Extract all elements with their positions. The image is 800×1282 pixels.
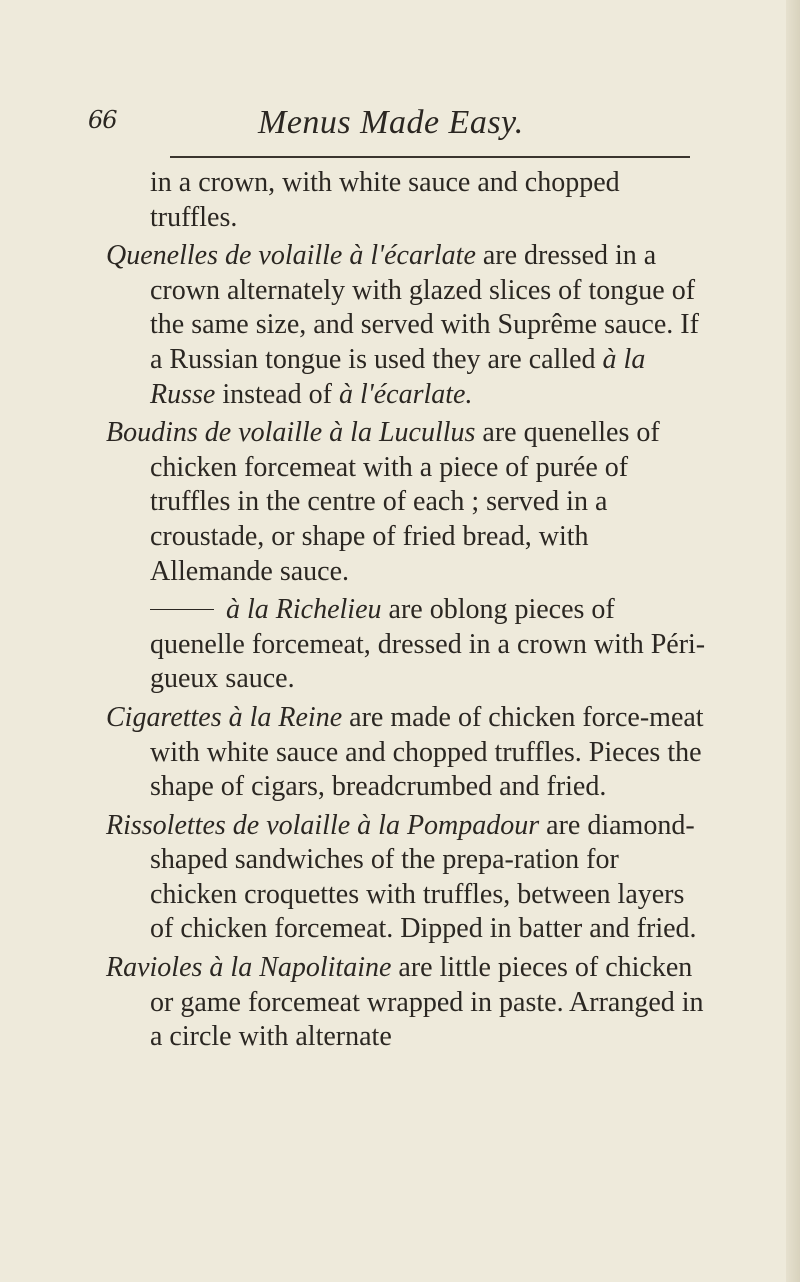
entry-cigarettes <box>106 701 712 805</box>
entry-ravioles <box>106 951 712 1055</box>
ditto-dash <box>150 609 214 610</box>
entry-text-instead: instead of <box>222 378 332 410</box>
entry-term: Cigarettes à la Reine <box>106 701 343 733</box>
entry-text: are dressed in a crown alternately with glazed slices of tongue of the same size, and served with Suprême sauce. If a Russian tongue is used they are called <box>150 240 699 375</box>
entry-text: are oblong pieces of quenelle forcemeat, dressed in a crown with Péri-gueux sauce. <box>150 594 706 695</box>
entry-text: are little pieces of chicken or game forcemeat wrapped in paste. Arranged in a circle with alternate <box>150 952 704 1053</box>
page-edge <box>786 0 800 1282</box>
entry-term-ecarlate: à l'écarlate. <box>338 378 473 410</box>
running-title: Menus Made Easy. <box>258 104 524 141</box>
entry-text: are diamond-shaped sandwiches of the prepa-ration for chicken croquettes with truffles, between layers of chicken forcemeat. Dipped in batter and fried. <box>150 809 697 945</box>
entry-continuation <box>106 166 712 235</box>
entry-boudins <box>106 416 712 589</box>
entry-text: are quenelles of chicken forcemeat with a piece of purée of truffles in the centre of each ; served in a croustade, or shape of fried bread, with Allemande sauce. <box>150 417 660 587</box>
page-header <box>88 106 688 156</box>
header-rule <box>170 156 690 158</box>
entry-term: Rissolettes de volaille à la Pompadour <box>106 809 540 841</box>
entry-term-russe: à la Russe <box>150 343 646 410</box>
entry-text: are made of chicken force-meat with white sauce and chopped truffles. Pieces the shape of cigars, breadcrumbed and fried. <box>150 701 704 803</box>
page-number: 66 <box>88 106 117 134</box>
entry-term: Quenelles de volaille à l'écarlate <box>106 240 476 272</box>
entry-richelieu <box>106 593 712 697</box>
entry-rissolettes <box>106 809 712 947</box>
entry-quenelles <box>106 239 712 412</box>
entry-text: in a crown, with white sauce and chopped truffles. <box>150 167 620 233</box>
entry-term: Boudins de volaille à la Lucullus <box>106 417 476 449</box>
page-body <box>106 166 712 1059</box>
entry-term: à la Richelieu <box>226 594 382 626</box>
entry-term: Ravioles à la Napolitaine <box>106 952 392 984</box>
